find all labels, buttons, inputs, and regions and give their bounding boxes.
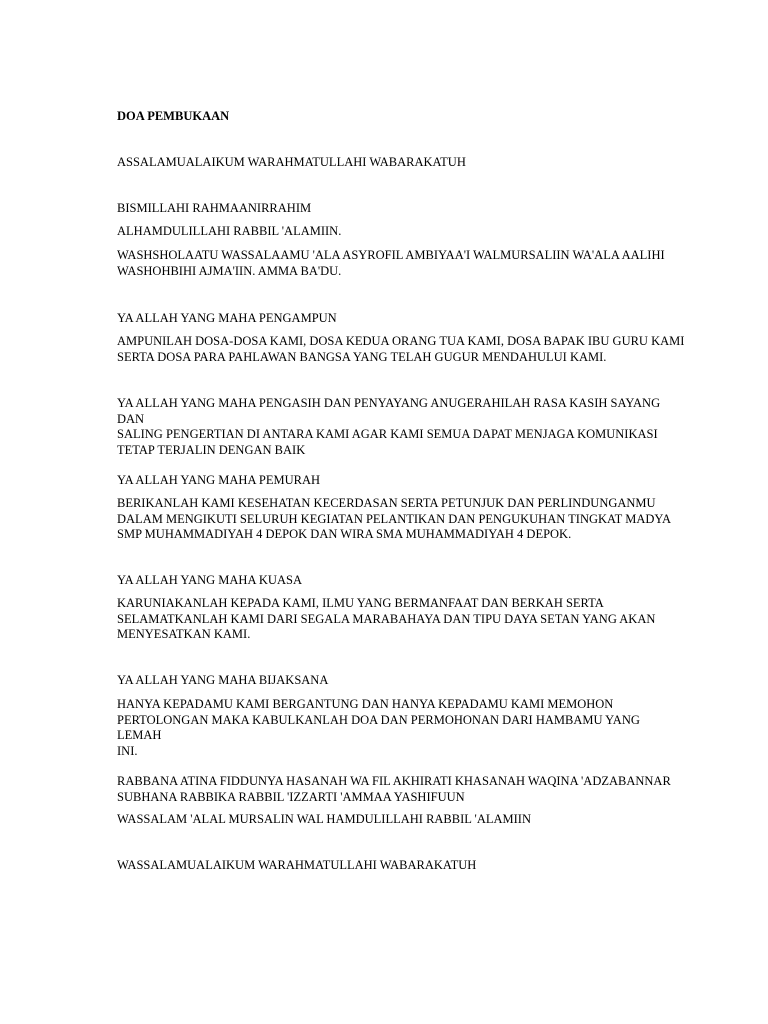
- paragraph-berikanlah: BERIKANLAH KAMI KESEHATAN KECERDASAN SERTA PETUNJUK DAN PERLINDUNGANMU DALAM MENGIKUTI SELURUH KEGIATAN PELANTIKAN DAN PENGUKUHAN TINGKAT MADYA SMP MUHAMMADIYAH 4 DEPOK DAN WIRA SMA MUHAMMADIYAH 4 DEPOK.: [117, 496, 672, 542]
- paragraph-maha-pengasih: YA ALLAH YANG MAHA PENGASIH DAN PENYAYANG ANUGERAHILAH RASA KASIH SAYANG DAN SALING PENGERTIAN DI ANTARA KAMI AGAR KAMI SEMUA DAPAT MENJAGA KOMUNIKASI TETAP TERJALIN DENGAN BAIK: [117, 396, 661, 457]
- heading-maha-pengampun: YA ALLAH YANG MAHA PENGAMPUN: [117, 311, 337, 325]
- paragraph-karuniakanlah: KARUNIAKANLAH KEPADA KAMI, ILMU YANG BERMANFAAT DAN BERKAH SERTA SELAMATKANLAH KAMI DARI SEGALA MARABAHAYA DAN TIPU DAYA SETAN YANG AKAN MENYESATKAN KAMI.: [117, 596, 656, 642]
- paragraph-basmalah: BISMILLAHI RAHMAANIRRAHIM: [117, 201, 312, 215]
- paragraph-salam-opening: ASSALAMUALAIKUM WARAHMATULLAHI WABARAKATUH: [117, 155, 466, 169]
- paragraph-ampunilah: AMPUNILAH DOSA-DOSA KAMI, DOSA KEDUA ORANG TUA KAMI, DOSA BAPAK IBU GURU KAMI SERTA DOSA PARA PAHLAWAN BANGSA YANG TELAH GUGUR MENDAHULUI KAMI.: [117, 334, 685, 364]
- paragraph-wassalam-mursalin: WASSALAM 'ALAL MURSALIN WAL HAMDULILLAHI RABBIL 'ALAMIIN: [117, 812, 531, 826]
- paragraph-hamdalah: ALHAMDULILLAHI RABBIL 'ALAMIIN.: [117, 224, 342, 238]
- paragraph-salam-closing: WASSALAMUALAIKUM WARAHMATULLAHI WABARAKATUH: [117, 858, 477, 872]
- document-title: DOA PEMBUKAAN: [117, 109, 230, 123]
- paragraph-rabbana: RABBANA ATINA FIDDUNYA HASANAH WA FIL AKHIRATI KHASANAH WAQINA 'ADZABANNAR SUBHANA RABBIKA RABBIL 'IZZARTI 'AMMAA YASHIFUUN: [117, 774, 671, 804]
- heading-maha-pemurah: YA ALLAH YANG MAHA PEMURAH: [117, 473, 321, 487]
- heading-maha-kuasa: YA ALLAH YANG MAHA KUASA: [117, 573, 302, 587]
- paragraph-hanya-kepadamu: HANYA KEPADAMU KAMI BERGANTUNG DAN HANYA KEPADAMU KAMI MEMOHON PERTOLONGAN MAKA KABULKANLAH DOA DAN PERMOHONAN DARI HAMBAMU YANG LEMAH INI.: [117, 697, 640, 758]
- heading-maha-bijaksana: YA ALLAH YANG MAHA BIJAKSANA: [117, 673, 329, 687]
- paragraph-sholawat: WASHSHOLAATU WASSALAAMU 'ALA ASYROFIL AMBIYAA'I WALMURSALIIN WA'ALA AALIHI WASHOHBIHI AJMA'IIN. AMMA BA'DU.: [117, 248, 665, 278]
